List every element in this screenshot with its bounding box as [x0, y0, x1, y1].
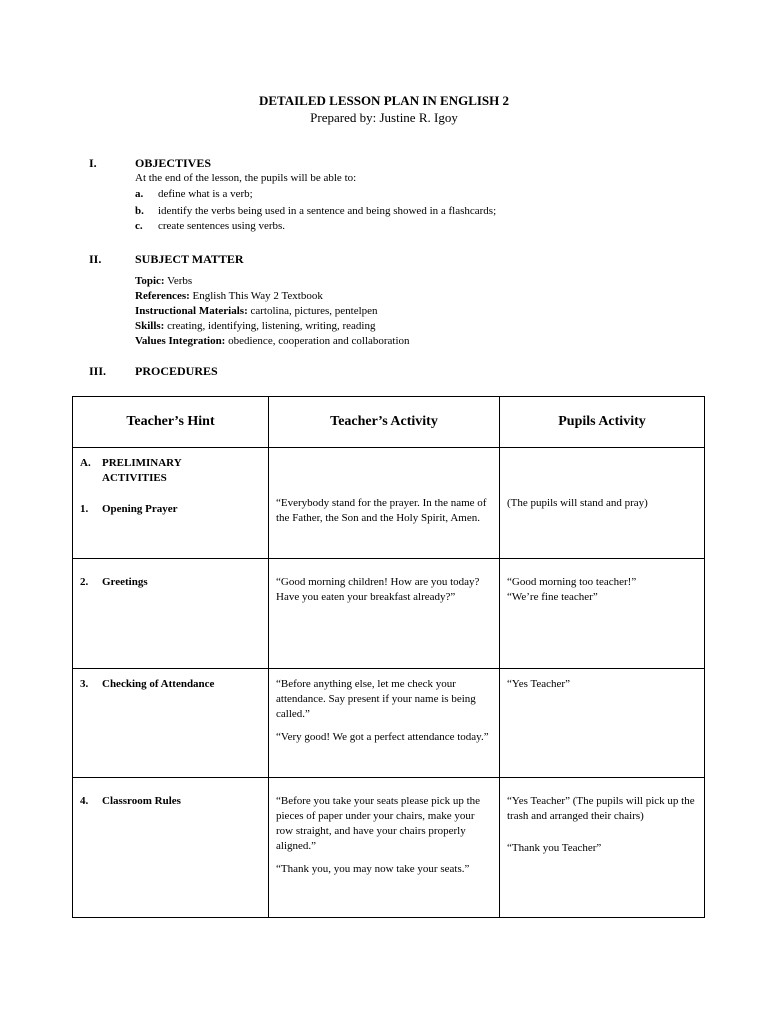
- topic-value: Verbs: [167, 275, 193, 287]
- skills-value: creating, identifying, listening, writing, reading: [167, 320, 376, 332]
- objective-letter-b: b.: [135, 205, 144, 217]
- table-row: [73, 448, 705, 559]
- subject-matter-number: II.: [89, 252, 102, 266]
- subject-matter-heading: SUBJECT MATTER: [135, 252, 244, 266]
- topic-line: [135, 275, 192, 287]
- hint-number: 4.: [80, 795, 89, 807]
- hint-number: 2.: [80, 576, 89, 588]
- skills-line: [135, 320, 375, 332]
- pupils-text: “Yes Teacher” (The pupils will pick up the trash and arranged their chairs): [507, 795, 695, 822]
- objective-letter-a: a.: [135, 188, 144, 200]
- hint-label: Classroom Rules: [102, 795, 181, 807]
- column-header-pupils: Pupils Activity: [500, 397, 705, 448]
- hint-label: Opening Prayer: [102, 503, 178, 515]
- objectives-intro: At the end of the lesson, the pupils will be able to:: [135, 172, 357, 184]
- teacher-cell: [269, 559, 499, 609]
- skills-label: Skills:: [135, 320, 165, 332]
- hint-cell: [73, 669, 268, 696]
- materials-value: cartolina, pictures, pentelpen: [250, 305, 378, 317]
- teacher-text: “Good morning children! How are you today? Have you eaten your breakfast already?”: [276, 576, 480, 603]
- prepared-by: Prepared by: Justine R. Igoy: [310, 110, 458, 125]
- hint-number: 1.: [80, 503, 89, 515]
- procedures-number: III.: [89, 364, 107, 378]
- pupils-text: “We’re fine teacher”: [507, 591, 598, 603]
- table-row: [73, 669, 705, 778]
- hint-cell: [73, 559, 268, 594]
- column-header-teacher: Teacher’s Activity: [269, 397, 500, 448]
- teacher-cell: [269, 448, 499, 530]
- hint-label: Checking of Attendance: [102, 678, 215, 690]
- pupils-cell: [500, 448, 704, 515]
- objective-text-c: create sentences using verbs.: [158, 220, 286, 232]
- pupils-cell: [500, 669, 704, 696]
- pupils-text: “Yes Teacher”: [507, 678, 570, 690]
- objective-letter-c: c.: [135, 220, 143, 232]
- values-line: [135, 335, 410, 347]
- table-header-row: [73, 397, 705, 448]
- hint-label: Greetings: [102, 576, 148, 588]
- pupils-text: (The pupils will stand and pray): [507, 497, 648, 509]
- objective-text-b: identify the verbs being used in a sentence and being showed in a flashcards;: [158, 205, 497, 217]
- table-row: [73, 778, 705, 918]
- teacher-cell: [269, 669, 499, 749]
- section-title-1: PRELIMINARY: [102, 457, 182, 469]
- column-header-hint: Teacher’s Hint: [73, 397, 269, 448]
- materials-label: Instructional Materials:: [135, 305, 248, 317]
- table-row: [73, 559, 705, 669]
- hint-number: 3.: [80, 678, 89, 690]
- topic-label: Topic:: [135, 275, 165, 287]
- pupils-text: “Good morning too teacher!”: [507, 576, 637, 588]
- procedures-table: [72, 396, 705, 918]
- teacher-text: “Very good! We got a perfect attendance today.”: [276, 731, 489, 743]
- values-value: obedience, cooperation and collaboration: [228, 335, 410, 347]
- section-title-2: ACTIVITIES: [102, 472, 167, 484]
- hint-cell: [73, 778, 268, 813]
- pupils-text: “Thank you Teacher”: [507, 842, 602, 854]
- teacher-text: “Everybody stand for the prayer. In the name of the Father, the Son and the Holy Spirit, Amen.: [276, 497, 487, 524]
- references-line: [135, 290, 323, 302]
- procedures-heading: PROCEDURES: [135, 364, 218, 378]
- references-value: English This Way 2 Textbook: [192, 290, 323, 302]
- teacher-text: “Before anything else, let me check your attendance. Say present if your name is being called.”: [276, 678, 476, 720]
- objective-text-a: define what is a verb;: [158, 188, 253, 200]
- teacher-text: “Thank you, you may now take your seats.”: [276, 863, 470, 875]
- teacher-text: “Before you take your seats please pick up the pieces of paper under your chairs, make your row straight, and have your chairs properly aligned.”: [276, 795, 481, 852]
- document-title: DETAILED LESSON PLAN IN ENGLISH 2: [258, 93, 510, 108]
- section-letter: A.: [80, 457, 91, 469]
- pupils-cell: [500, 778, 704, 860]
- materials-line: [135, 305, 378, 317]
- references-label: References:: [135, 290, 190, 302]
- hint-cell: [73, 448, 268, 521]
- values-label: Values Integration:: [135, 335, 226, 347]
- objectives-heading: OBJECTIVES: [135, 156, 212, 170]
- objectives-number: I.: [89, 156, 97, 170]
- pupils-cell: [500, 559, 704, 609]
- teacher-cell: [269, 778, 499, 881]
